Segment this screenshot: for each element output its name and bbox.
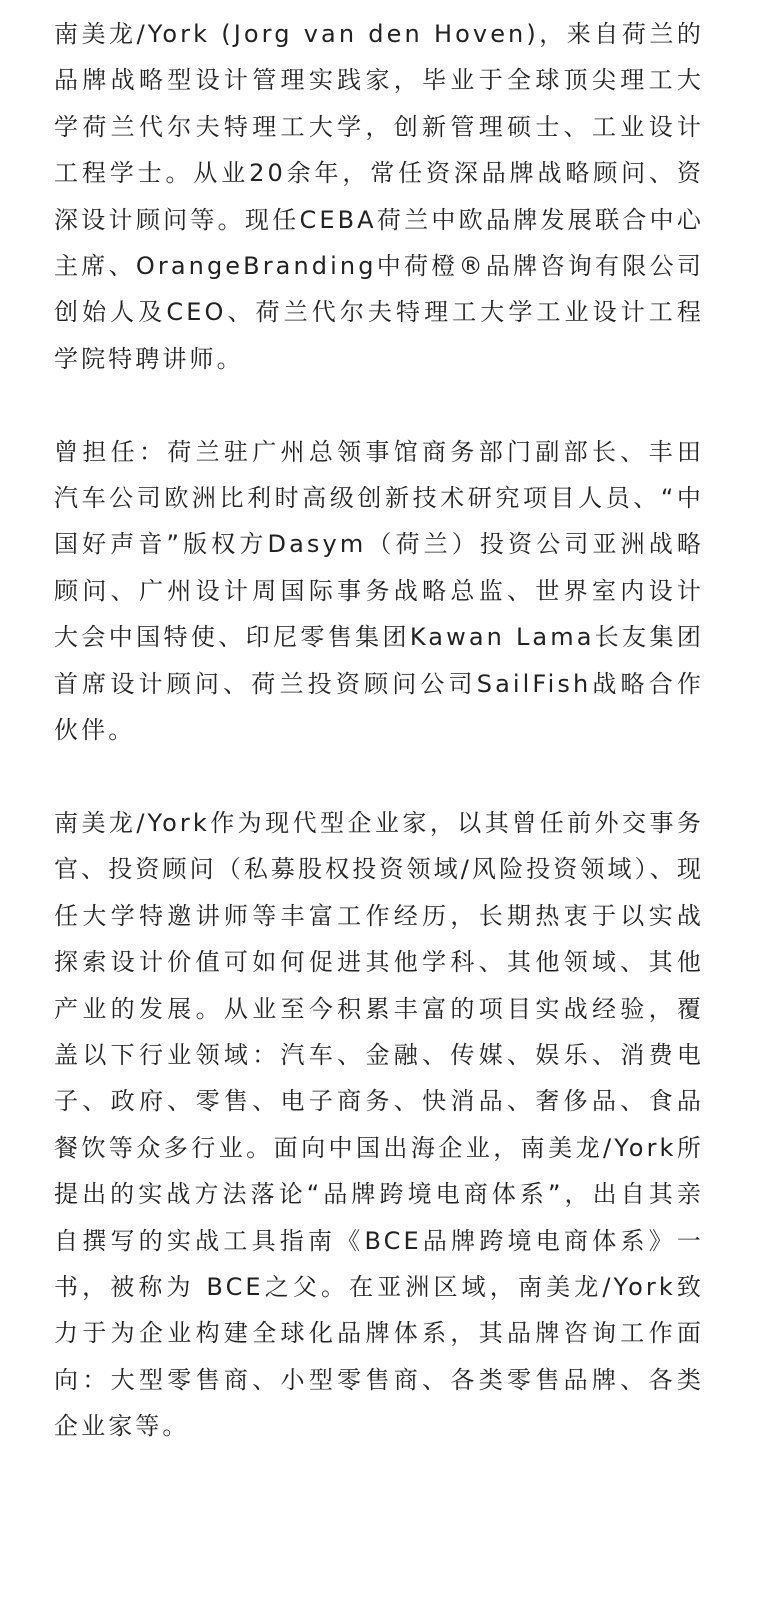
paragraph-experience: 南美龙/York作为现代型企业家，以其曾任前外交事务官、投资顾问（私募股权投资领域/风险投资领域）、现任大学特邀讲师等丰富工作经历，长期热衷于以实战探索设计价值可如何促进其他学科、其他领域、其他产业的发展。从业至今积累丰富的项目实战经验，覆盖以下行业领域：汽车、金融、传媒、娱乐、消费电子、政府、零售、电子商务、快消品、奢侈品、食品餐饮等众多行业。面向中国出海企业，南美龙/York所提出的实战方法落论“品牌跨境电商体系”，出自其亲自撰写的实战工具指南《BCE品牌跨境电商体系》一书，被称为 BCE之父。在亚洲区域，南美龙/York致力于为企业构建全球化品牌体系，其品牌咨询工作面向：大型零售商、小型零售商、各类零售品牌、各类企业家等。 (54, 808, 704, 1441)
article-body (54, 11, 704, 1450)
paragraph-intro: 南美龙/York (Jorg van den Hoven)，来自荷兰的品牌战略型设计管理实践家，毕业于全球顶尖理工大学荷兰代尔夫特理工大学，创新管理硕士、工业设计工程学士。从业20余年，常任资深品牌战略顾问、资深设计顾问等。现任CEBA荷兰中欧品牌发展联合中心主席、OrangeBranding中荷橙®品牌咨询有限公司创始人及CEO、荷兰代尔夫特理工大学工业设计工程学院特聘讲师。 (54, 20, 704, 373)
paragraph-former-roles: 曾担任：荷兰驻广州总领事馆商务部门副部长、丰田汽车公司欧洲比利时高级创新技术研究项目人员、“中国好声音”版权方Dasym（荷兰）投资公司亚洲战略顾问、广州设计周国际事务战略总监、世界室内设计大会中国特使、印尼零售集团Kawan Lama长友集团首席设计顾问、荷兰投资顾问公司SailFish战略合作伙伴。 (54, 437, 704, 745)
